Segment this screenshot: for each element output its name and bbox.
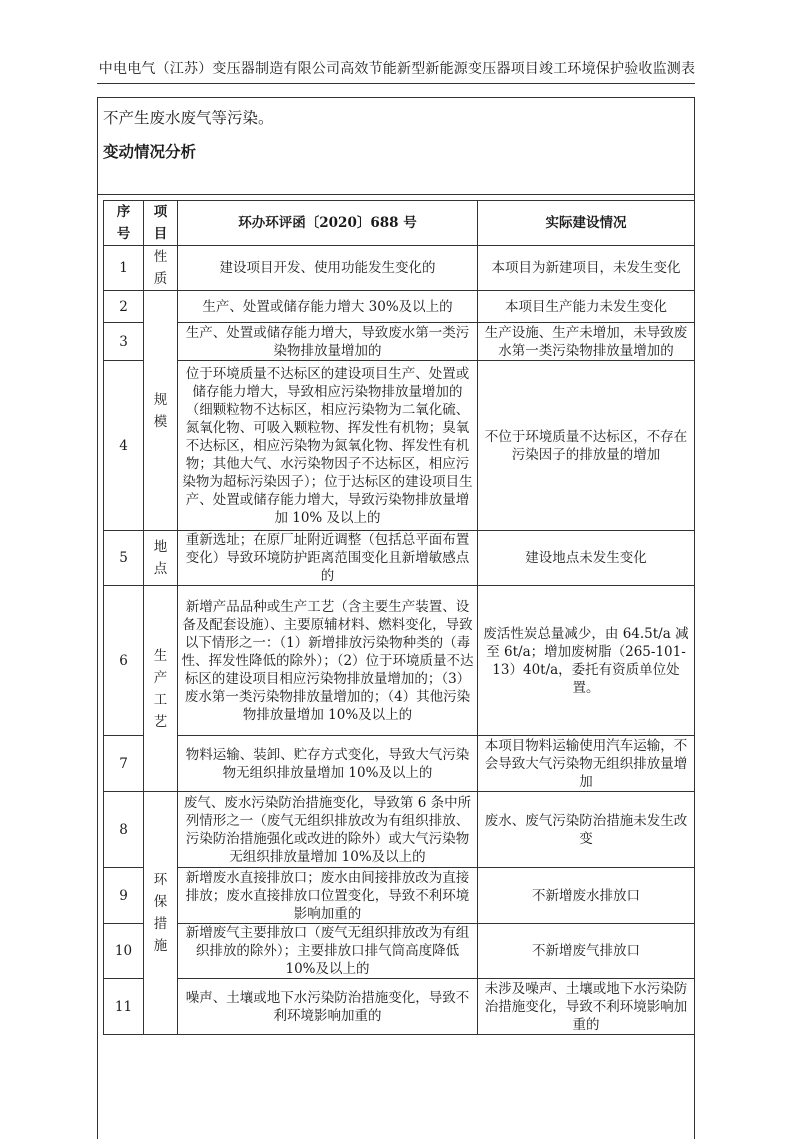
row-no: 6 — [104, 586, 144, 736]
category-nature: 性质 — [144, 246, 178, 291]
row-requirement: 重新选址；在原厂址附近调整（包括总平面布置变化）导致环境防护距离范围变化且新增敏感点的 — [178, 531, 478, 586]
row-actual: 建设地点未发生变化 — [478, 531, 695, 586]
row-requirement: 建设项目开发、使用功能发生变化的 — [178, 246, 478, 291]
row-no: 3 — [104, 323, 144, 361]
row-requirement: 物料运输、装卸、贮存方式变化，导致大气污染物无组织排放量增加 10%及以上的 — [178, 736, 478, 792]
table-row — [104, 792, 695, 868]
row-requirement: 生产、处置或储存能力增大 30%及以上的 — [178, 291, 478, 323]
row-actual: 废活性炭总量减少，由 64.5t/a 减至 6t/a；增加废树脂（265-101-13）40t/a，委托有资质单位处置。 — [478, 586, 695, 736]
header-item: 项目 — [144, 201, 178, 246]
table-row — [104, 868, 695, 924]
section-separator — [97, 194, 695, 195]
row-no: 7 — [104, 736, 144, 792]
row-actual: 不新增废水排放口 — [478, 868, 695, 924]
row-actual: 废水、废气污染防治措施未发生改变 — [478, 792, 695, 868]
row-actual: 生产设施、生产未增加，未导致废水第一类污染物排放量增加的 — [478, 323, 695, 361]
row-requirement: 生产、处置或储存能力增大，导致废水第一类污染物排放量增加的 — [178, 323, 478, 361]
table-row — [104, 361, 695, 531]
row-actual: 不新增废气排放口 — [478, 924, 695, 979]
table-row — [104, 924, 695, 979]
row-no: 1 — [104, 246, 144, 291]
change-analysis-table — [103, 200, 695, 1035]
row-actual: 未涉及噪声、土壤或地下水污染防治措施变化，导致不利环境影响加重的 — [478, 979, 695, 1035]
category-measures: 环保措施 — [144, 792, 178, 1035]
row-actual: 本项目为新建项目，未发生变化 — [478, 246, 695, 291]
row-no: 8 — [104, 792, 144, 868]
table-row — [104, 323, 695, 361]
row-no: 10 — [104, 924, 144, 979]
category-process: 生产工艺 — [144, 586, 178, 792]
row-actual: 本项目生产能力未发生变化 — [478, 291, 695, 323]
row-requirement: 位于环境质量不达标区的建设项目生产、处置或储存能力增大，导致相应污染物排放量增加的（细颗粒物不达标区，相应污染物为二氧化硫、氮氧化物、可吸入颗粒物、挥发性有机物；臭氧不达标区，相应污染物为氮氧化物、挥发性有机物；其他大气、水污染物因子不达标区，相应污染物为超标污染因子）；位于达标区的建设项目生产、处置或储存能力增大，导致污染物排放量增加 10% 及以上的 — [178, 361, 478, 531]
header-rule — [97, 83, 695, 84]
table-row — [104, 586, 695, 736]
row-requirement: 新增产品品种或生产工艺（含主要生产装置、设备及配套设施）、主要原辅材料、燃料变化，导致以下情形之一：（1）新增排放污染物种类的（毒性、挥发性降低的除外）；（2）位于环境质量不达标区的建设项目相应污染物排放量增加的；（3）废水第一类污染物排放量增加的；（4）其他污染物排放量增加 10%及以上的 — [178, 586, 478, 736]
table-row — [104, 531, 695, 586]
row-no: 4 — [104, 361, 144, 531]
row-requirement: 废气、废水污染防治措施变化，导致第 6 条中所列情形之一（废气无组织排放改为有组织排放、污染防治措施强化或改进的除外）或大气污染物无组织排放量增加 10%及以上的 — [178, 792, 478, 868]
row-no: 11 — [104, 979, 144, 1035]
row-requirement: 噪声、土壤或地下水污染防治措施变化，导致不利环境影响加重的 — [178, 979, 478, 1035]
table-row — [104, 246, 695, 291]
table-row — [104, 736, 695, 792]
section-title: 变动情况分析 — [103, 142, 197, 161]
category-scale: 规模 — [144, 291, 178, 531]
category-location: 地点 — [144, 531, 178, 586]
header-actual: 实际建设情况 — [478, 201, 695, 246]
row-no: 5 — [104, 531, 144, 586]
row-no: 9 — [104, 868, 144, 924]
table-row — [104, 979, 695, 1035]
header-no: 序号 — [104, 201, 144, 246]
table-header-row — [104, 201, 695, 246]
table-row — [104, 291, 695, 323]
row-requirement: 新增废气主要排放口（废气无组织排放改为有组织排放的除外）；主要排放口排气筒高度降低 10%及以上的 — [178, 924, 478, 979]
intro-text: 不产生废水废气等污染。 — [103, 109, 274, 127]
document-header: 中电电气（江苏）变压器制造有限公司高效节能新型新能源变压器项目竣工环境保护验收监测表 — [98, 61, 696, 77]
row-actual: 本项目物料运输使用汽车运输，不会导致大气污染物无组织排放量增加 — [478, 736, 695, 792]
row-actual: 不位于环境质量不达标区，不存在污染因子的排放量的增加 — [478, 361, 695, 531]
header-requirement: 环办环评函〔2020〕688 号 — [178, 201, 478, 246]
row-no: 2 — [104, 291, 144, 323]
row-requirement: 新增废水直接排放口；废水由间接排放改为直接排放；废水直接排放口位置变化，导致不利环境影响加重的 — [178, 868, 478, 924]
